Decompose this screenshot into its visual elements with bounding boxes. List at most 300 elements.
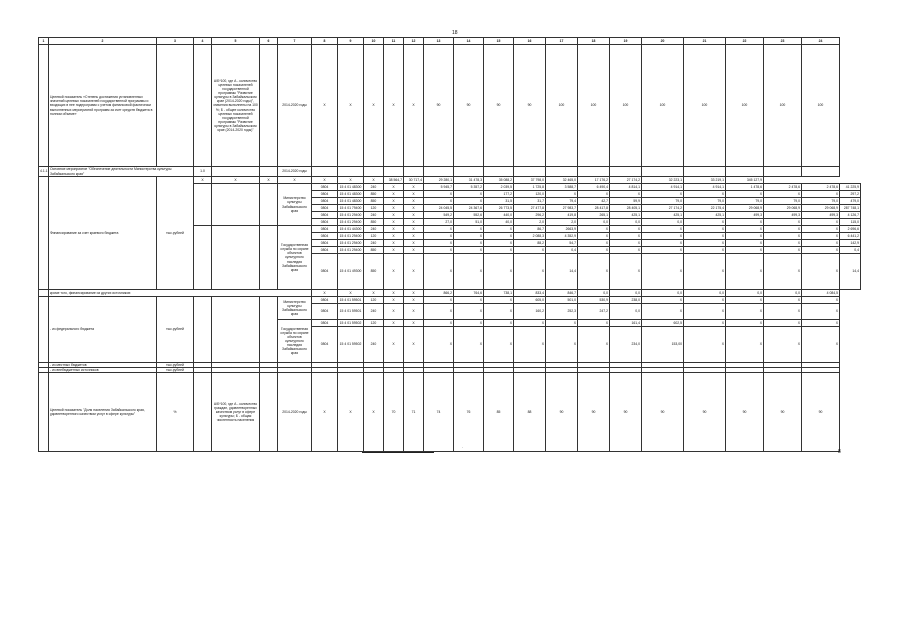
value-cell: X — [404, 226, 424, 233]
signature-line — [362, 452, 434, 453]
table-cell — [194, 226, 212, 290]
value-cell: X — [404, 205, 424, 212]
value-cell: X — [514, 254, 546, 290]
value-cell: 499,3 — [802, 212, 840, 219]
table-cell: 850 — [364, 191, 384, 198]
table-cell: 240 — [364, 212, 384, 219]
value-cell: X — [764, 327, 802, 363]
value-cell: X — [384, 247, 404, 254]
indicator-value: 88 — [514, 373, 546, 452]
goal-formula: А/Б*100, где А - количество целевых показателей государственной программы "Развитие культуры в Забайкальском крае (2014-2020 годы)", значения выполнены на 100 %; Б - общее количество целевых показателей государственной программы "Развитие культуры в Забайкальском крае (2014-2020 годы)" — [212, 45, 260, 167]
table-cell — [194, 297, 212, 363]
value-cell: 42,7 — [578, 198, 610, 205]
value-cell: X — [726, 191, 764, 198]
org-name: Министерство культуры Забайкальского края — [278, 297, 312, 320]
value-cell: X — [312, 290, 338, 297]
value-cell: 142,9 — [840, 240, 861, 247]
table-cell — [39, 290, 49, 297]
value-cell: 0,0 — [610, 219, 642, 226]
indicator-unit: % — [157, 373, 194, 452]
value-cell: X — [404, 240, 424, 247]
value-cell: X — [684, 254, 726, 290]
value-cell: 2 088,3 — [514, 233, 546, 240]
value-cell: 24 045,5 — [424, 205, 454, 212]
indicator-value: 90 — [642, 373, 684, 452]
goal-period: 2014-2020 годы — [278, 45, 312, 167]
value-cell: 6 441,2 — [840, 233, 861, 240]
table-cell — [212, 167, 260, 177]
table-cell — [39, 177, 49, 290]
indicator-value: 90 — [726, 373, 764, 452]
value-cell: 14,4 — [840, 254, 861, 290]
table-cell: 240 — [364, 226, 384, 233]
column-number: 15 — [484, 38, 514, 45]
table-row — [39, 290, 861, 297]
table-cell: 120 — [364, 205, 384, 212]
value-cell: X — [764, 247, 802, 254]
value-cell: 0,0 — [642, 290, 684, 297]
value-cell: 27 174,2 — [642, 205, 684, 212]
value-cell: 287 748,1 — [840, 205, 861, 212]
table-cell — [684, 167, 726, 177]
value-cell: 0,0 — [726, 290, 764, 297]
value-cell: 41 225,9 — [840, 184, 861, 191]
value-cell: 4 914,1 — [642, 184, 684, 191]
value-cell: 297,2 — [840, 191, 861, 198]
table-cell: 15 4 01 29400 — [338, 219, 364, 226]
table-cell — [194, 373, 212, 452]
value-cell: 846,7 — [546, 290, 578, 297]
goal-value: X — [312, 45, 338, 167]
value-cell: X — [404, 254, 424, 290]
value-cell: X — [610, 226, 642, 233]
table-cell — [610, 167, 642, 177]
column-number: 17 — [546, 38, 578, 45]
value-cell: 499,3 — [726, 212, 764, 219]
value-cell: 17 176,2 — [578, 177, 610, 184]
value-cell: 247,2 — [578, 304, 610, 320]
table-cell — [726, 167, 764, 177]
value-cell: X — [578, 320, 610, 327]
table-cell — [578, 167, 610, 177]
table-cell — [212, 184, 260, 226]
value-cell: 79,0 — [726, 198, 764, 205]
value-cell: X — [404, 304, 424, 320]
value-cell: X — [642, 254, 684, 290]
value-cell: X — [764, 226, 802, 233]
value-cell: X — [424, 254, 454, 290]
value-cell: 88,2 — [514, 240, 546, 247]
indicator-value: 74 — [424, 373, 454, 452]
value-cell: X — [404, 219, 424, 226]
table-cell — [260, 167, 278, 177]
table-cell: 0804 — [312, 254, 338, 290]
value-cell: X — [514, 320, 546, 327]
value-cell: X — [726, 219, 764, 226]
column-number: 19 — [610, 38, 642, 45]
goal-value: X — [364, 45, 384, 167]
value-cell: 0,0 — [684, 290, 726, 297]
table-cell: 120 — [364, 233, 384, 240]
table-cell: 0804 — [312, 205, 338, 212]
value-cell: 160,2 — [514, 304, 546, 320]
value-cell: 0804 — [312, 304, 338, 320]
value-cell: X — [384, 320, 404, 327]
table-cell: X — [338, 177, 364, 184]
value-cell: 2 478,6 — [764, 184, 802, 191]
column-number: 5 — [212, 38, 260, 45]
value-cell: 31 478,3 — [454, 177, 484, 184]
indicator-value: X — [364, 373, 384, 452]
indicator-value: 90 — [578, 373, 610, 452]
table-cell: X — [194, 177, 212, 184]
value-cell: X — [484, 240, 514, 247]
value-cell: 425,1 — [610, 212, 642, 219]
value-cell: X — [454, 304, 484, 320]
value-cell: X — [484, 226, 514, 233]
value-cell: X — [384, 297, 404, 304]
table-cell — [312, 167, 338, 177]
value-cell: 552,6 — [454, 212, 484, 219]
value-cell: 4 084,5 — [802, 290, 840, 297]
value-cell: X — [610, 254, 642, 290]
value-cell: 2 696,6 — [840, 226, 861, 233]
value-cell: 26 773,5 — [484, 205, 514, 212]
value-cell: 265,1 — [578, 212, 610, 219]
value-cell: X — [424, 240, 454, 247]
value-cell: X — [726, 327, 764, 363]
indicator-period: 2014-2020 годы — [278, 373, 312, 452]
value-cell: X — [384, 184, 404, 191]
value-cell: 24 367,6 — [454, 205, 484, 212]
value-cell: 29 068,9 — [764, 205, 802, 212]
value-cell: 22 175,4 — [684, 205, 726, 212]
value-cell: 0804 — [312, 327, 338, 363]
indicator-description: Целевой показатель "Доля населения Забайкальского края, удовлетворенного качеством услуг в сфере культуры" — [49, 373, 157, 452]
table-cell: 850 — [364, 198, 384, 205]
value-cell: 738,1 — [484, 290, 514, 297]
goal-value: 100 — [684, 45, 726, 167]
value-cell: 605,0 — [514, 297, 546, 304]
value-cell: 35 088,2 — [484, 177, 514, 184]
table-cell: 15 4 01 79400 — [338, 205, 364, 212]
table-cell: 0804 — [312, 240, 338, 247]
value-cell: X — [546, 320, 578, 327]
value-cell: X — [684, 320, 726, 327]
value-cell: X — [384, 191, 404, 198]
goal-value: X — [338, 45, 364, 167]
value-cell: 6 490,4 — [578, 184, 610, 191]
indicator-value: 90 — [684, 373, 726, 452]
value-cell: 4 814,1 — [610, 184, 642, 191]
indicator-value: X — [312, 373, 338, 452]
event-code: 4.1.1 — [39, 167, 49, 177]
indicator-value: 85 — [484, 373, 514, 452]
value-cell: 120 — [364, 320, 384, 327]
column-number: 3 — [157, 38, 194, 45]
unit-label: тыс.рублей — [157, 368, 194, 373]
value-cell: X — [404, 191, 424, 198]
value-cell: X — [802, 191, 840, 198]
value-cell: X — [454, 327, 484, 363]
value-cell: X — [578, 233, 610, 240]
value-cell: 0,0 — [764, 290, 802, 297]
value-cell: 499,3 — [764, 212, 802, 219]
table-cell — [260, 226, 278, 290]
value-cell: X — [764, 191, 802, 198]
value-cell: 4 126,7 — [840, 212, 861, 219]
value-cell: 345 127,9 — [726, 177, 764, 184]
value-cell: 28 417,8 — [578, 205, 610, 212]
value-cell: X — [484, 247, 514, 254]
value-cell: 440,0 — [484, 212, 514, 219]
table-cell — [454, 167, 484, 177]
value-cell: X — [484, 304, 514, 320]
indicator-value: X — [338, 373, 364, 452]
value-cell: 31,7 — [514, 198, 546, 205]
value-cell: 40,0 — [484, 219, 514, 226]
goal-value: X — [404, 45, 424, 167]
value-cell: X — [384, 233, 404, 240]
value-cell: X — [764, 254, 802, 290]
value-cell: 419,8 — [546, 212, 578, 219]
table-cell — [260, 45, 278, 167]
value-cell: 177,2 — [484, 191, 514, 198]
value-cell: 32 465,0 — [546, 177, 578, 184]
table-cell — [39, 297, 49, 363]
table-cell — [514, 167, 546, 177]
event-mark: 1.0 — [194, 167, 212, 177]
indicator-value: 90 — [546, 373, 578, 452]
value-cell: X — [764, 297, 802, 304]
goal-value: 100 — [546, 45, 578, 167]
value-cell: 5 357,2 — [454, 184, 484, 191]
table-cell — [484, 167, 514, 177]
table-cell: 850 — [364, 254, 384, 290]
table-row — [39, 373, 861, 452]
table-cell: 850 — [364, 219, 384, 226]
value-cell: X — [802, 226, 840, 233]
value-cell: 59,9 — [610, 198, 642, 205]
value-cell: 501,0 — [546, 297, 578, 304]
value-cell: X — [684, 233, 726, 240]
column-number: 1 — [39, 38, 49, 45]
value-cell: X — [802, 247, 840, 254]
table-row — [39, 38, 861, 45]
value-cell: 79,0 — [642, 198, 684, 205]
table-cell — [802, 167, 840, 177]
value-cell: 86,7 — [514, 226, 546, 233]
value-cell: X — [642, 304, 684, 320]
value-cell: 15 4 01 59502 — [338, 327, 364, 363]
goal-value: 100 — [764, 45, 802, 167]
value-cell: 0,0 — [578, 290, 610, 297]
table-cell — [642, 167, 684, 177]
unit-label: тыс.рублей — [157, 297, 194, 363]
value-cell: 2,0 — [514, 219, 546, 226]
value-cell: 4 352,9 — [546, 233, 578, 240]
table-cell — [157, 45, 194, 167]
table-cell — [338, 167, 364, 177]
column-number: 20 — [642, 38, 684, 45]
value-cell: X — [384, 205, 404, 212]
value-cell: 764,6 — [454, 290, 484, 297]
value-cell: X — [726, 320, 764, 327]
value-cell: X — [454, 198, 484, 205]
value-cell: X — [642, 297, 684, 304]
value-cell: 2 478,6 — [802, 184, 840, 191]
value-cell: X — [642, 191, 684, 198]
table-cell: 0804 — [312, 247, 338, 254]
column-number: 21 — [684, 38, 726, 45]
table-cell: X — [312, 177, 338, 184]
value-cell: X — [578, 254, 610, 290]
value-cell: X — [404, 184, 424, 191]
value-cell: 425,1 — [642, 212, 684, 219]
value-cell: 32 223,1 — [642, 177, 684, 184]
column-number: 13 — [424, 38, 454, 45]
value-cell: X — [454, 320, 484, 327]
value-cell: X — [424, 226, 454, 233]
value-cell: X — [642, 240, 684, 247]
column-number: 22 — [726, 38, 764, 45]
table-cell — [212, 297, 260, 363]
column-number: 4 — [194, 38, 212, 45]
value-cell: 15 4 01 59502 — [338, 320, 364, 327]
value-cell: X — [514, 327, 546, 363]
table-cell — [764, 167, 802, 177]
indicator-value: 70 — [384, 373, 404, 452]
table-cell: X — [364, 177, 384, 184]
value-cell: X — [424, 191, 454, 198]
event-period: 2014-2020 годы — [278, 167, 312, 177]
value-cell: X — [514, 247, 546, 254]
value-cell: X — [484, 327, 514, 363]
value-cell: X — [764, 304, 802, 320]
value-cell: X — [546, 191, 578, 198]
value-cell: X — [610, 191, 642, 198]
value-cell: 15 4 01 59501 — [338, 304, 364, 320]
value-cell: X — [384, 226, 404, 233]
value-cell: 27 983,7 — [546, 205, 578, 212]
value-cell: X — [404, 320, 424, 327]
goal-value: 90 — [454, 45, 484, 167]
value-cell: 2663,9 — [546, 226, 578, 233]
value-cell: X — [802, 254, 840, 290]
value-cell: 0,0 — [642, 219, 684, 226]
value-cell: 866,2 — [424, 290, 454, 297]
value-cell: X — [484, 297, 514, 304]
table-row — [39, 167, 861, 177]
table-cell: 0804 — [312, 212, 338, 219]
value-cell: X — [454, 297, 484, 304]
value-cell: X — [424, 327, 454, 363]
table-cell — [194, 45, 212, 167]
table-cell: 240 — [364, 240, 384, 247]
value-cell: X — [454, 247, 484, 254]
table-cell: 240 — [364, 184, 384, 191]
column-number: 23 — [764, 38, 802, 45]
value-cell: 29 280,1 — [424, 177, 454, 184]
value-cell: 120,0 — [514, 191, 546, 198]
goal-description: Целевой показатель «Степень достижения установленных значений целевых показателей государственной программы и входящих в нее подпрограмм с учетом финансовой фактически выполненных мероприятий программ за счет средств бюджета в полном объеме» — [49, 45, 157, 167]
value-cell: X — [764, 233, 802, 240]
indicator-value: 90 — [802, 373, 840, 452]
value-cell: 833,4 — [514, 290, 546, 297]
indicator-value: 90 — [610, 373, 642, 452]
table-cell — [39, 373, 49, 452]
table-cell — [260, 297, 278, 363]
value-cell: 153,00 — [642, 327, 684, 363]
table-cell: 15 4 01 49300 — [338, 254, 364, 290]
goal-value: 90 — [514, 45, 546, 167]
table-row — [39, 297, 861, 304]
value-cell: 27 174,2 — [610, 177, 642, 184]
value-cell: 234,0 — [610, 327, 642, 363]
table-cell: X — [212, 177, 260, 184]
value-cell: 38 564,7 — [384, 177, 404, 184]
budget-table — [38, 37, 861, 452]
value-cell: 79,0 — [764, 198, 802, 205]
table-cell: 0804 — [312, 219, 338, 226]
value-cell: 0,4 — [546, 247, 578, 254]
table-cell: 15 4 01 29400 — [338, 233, 364, 240]
value-cell: X — [578, 247, 610, 254]
value-cell: X — [684, 304, 726, 320]
table-cell: X — [260, 177, 278, 184]
table-cell: 15 4 01 29400 — [338, 212, 364, 219]
bottom-mark: 8 — [838, 449, 841, 455]
goal-value: 100 — [610, 45, 642, 167]
value-cell: X — [404, 290, 424, 297]
value-cell: X — [384, 304, 404, 320]
value-cell: 3 588,7 — [546, 184, 578, 191]
value-cell: 161,4 — [610, 320, 642, 327]
table-cell: 15 4 01 44300 — [338, 226, 364, 233]
table-row — [39, 177, 861, 184]
value-cell: 296,2 — [514, 212, 546, 219]
column-number: 6 — [260, 38, 278, 45]
value-cell: 0,4 — [840, 247, 861, 254]
table-cell: 15 4 01 48300 — [338, 191, 364, 198]
value-cell: X — [802, 219, 840, 226]
value-cell: 549,2 — [424, 212, 454, 219]
value-cell: X — [802, 297, 840, 304]
value-cell: 14,4 — [546, 254, 578, 290]
table-cell: 0804 — [312, 233, 338, 240]
column-number: 8 — [312, 38, 338, 45]
value-cell: 1 478,6 — [726, 184, 764, 191]
value-cell: 79,4 — [546, 198, 578, 205]
goal-value: 90 — [424, 45, 454, 167]
federal-label: - из федерального бюджета — [49, 297, 157, 363]
value-cell: 240 — [364, 327, 384, 363]
value-cell: 29 068,9 — [802, 205, 840, 212]
value-cell: X — [764, 240, 802, 247]
table-cell — [384, 167, 404, 177]
value-cell: X — [454, 191, 484, 198]
goal-value: 100 — [642, 45, 684, 167]
value-cell: X — [424, 247, 454, 254]
value-cell: X — [764, 320, 802, 327]
column-number: 9 — [338, 38, 364, 45]
value-cell: X — [454, 233, 484, 240]
value-cell: X — [642, 247, 684, 254]
column-number: 14 — [454, 38, 484, 45]
table-cell: 0804 — [312, 184, 338, 191]
unit-label: тыс.рублей — [157, 363, 194, 368]
table-cell: 0804 — [312, 226, 338, 233]
